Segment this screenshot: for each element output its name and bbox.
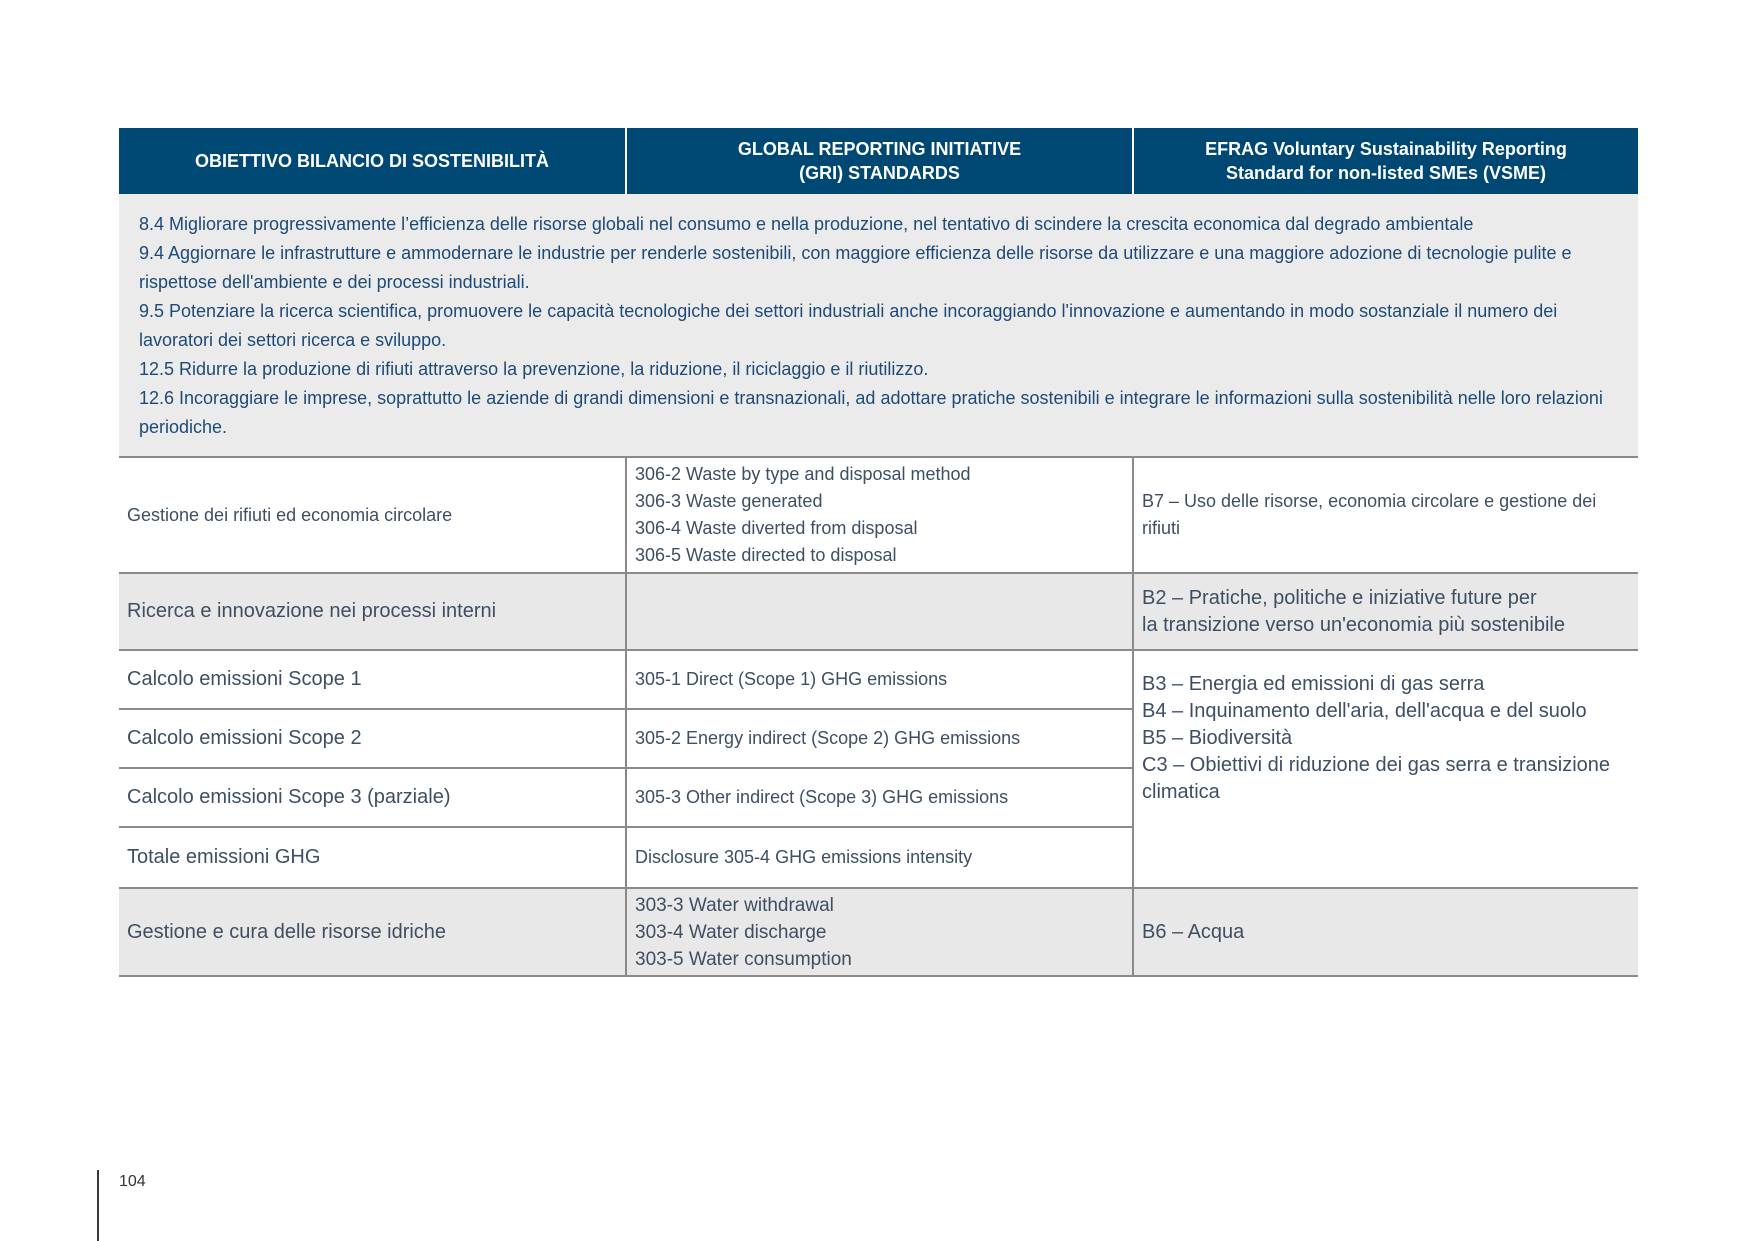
table-row-water <box>119 889 1638 977</box>
objective-cell: Gestione e cura delle risorse idriche <box>127 920 447 943</box>
objective-cell: Totale emissioni GHG <box>127 846 321 868</box>
objective-cell: Calcolo emissioni Scope 3 (parziale) <box>127 786 451 808</box>
objective-cell: Calcolo emissioni Scope 1 <box>127 668 362 690</box>
vsme-cell: B7 – Uso delle risorse, economia circolare e gestione dei rifiuti <box>1132 458 1638 572</box>
header-gri: GLOBAL REPORTING INITIATIVE (GRI) STANDARDS <box>625 128 1132 194</box>
table-row-scope1 <box>119 651 1132 710</box>
header-vsme: EFRAG Voluntary Sustainability Reporting Standard for non-listed SMEs (VSME) <box>1132 128 1638 194</box>
table-row-research <box>119 574 1638 651</box>
vsme-cell: B6 – Acqua <box>1132 889 1638 975</box>
gri-cell: 303-3 Water withdrawal 303-4 Water discharge 303-5 Water consumption <box>625 889 1132 975</box>
goal-item: 12.6 Incoraggiare le imprese, soprattutto le aziende di grandi dimensioni e transnazionali, ad adottare pratiche sostenibili e integrare le informazioni sulla sostenibilità nelle loro relazioni periodiche. <box>139 388 1603 437</box>
vsme-cell: B2 – Pratiche, politiche e iniziative future per la transizione verso un'economia più sostenibile <box>1132 574 1638 649</box>
sustainability-table <box>119 128 1638 977</box>
goal-item: 9.4 Aggiornare le infrastrutture e ammodernare le industrie per renderle sostenibili, con maggiore efficienza delle risorse da utilizzare e una maggiore adozione di tecnologie pulite e rispettose dell'ambiente e dei processi industriali. <box>139 243 1572 292</box>
objective-cell: Ricerca e innovazione nei processi interni <box>127 600 497 622</box>
goal-item: 8.4 Migliorare progressivamente l’efficienza delle risorse globali nel consumo e nella produzione, nel tentativo di scindere la crescita economica dal degrado ambientale <box>139 214 1474 234</box>
sdg-goals-block <box>119 194 1638 458</box>
table-row-total-ghg <box>119 828 1132 887</box>
goal-item: 9.5 Potenziare la ricerca scientifica, promuovere le capacità tecnologiche dei settori industriali anche incoraggiando l'innovazione e aumentando in modo sostanziale il numero dei lavoratori dei settori ricerca e sviluppo. <box>139 301 1558 350</box>
gri-cell: 305-3 Other indirect (Scope 3) GHG emissions <box>625 769 1132 826</box>
goal-item: 12.5 Ridurre la produzione di rifiuti attraverso la prevenzione, la riduzione, il riciclaggio e il riutilizzo. <box>139 359 929 379</box>
table-row-scope2 <box>119 710 1132 769</box>
gri-cell <box>625 574 1132 649</box>
page-number: 104 <box>97 1170 146 1241</box>
gri-cell: 305-1 Direct (Scope 1) GHG emissions <box>625 651 1132 708</box>
gri-cell: 306-2 Waste by type and disposal method 306-3 Waste generated 306-4 Waste diverted from disposal 306-5 Waste directed to disposal <box>625 458 1132 572</box>
objective-cell: Gestione dei rifiuti ed economia circolare <box>127 504 453 525</box>
gri-cell: 305-2 Energy indirect (Scope 2) GHG emissions <box>625 710 1132 767</box>
vsme-cell-emissions: B3 – Energia ed emissioni di gas serra B4 – Inquinamento dell'aria, dell'acqua e del suolo B5 – Biodiversità C3 – Obiettivi di riduzione dei gas serra e transizione climatica <box>1132 651 1638 887</box>
gri-cell: Disclosure 305-4 GHG emissions intensity <box>625 828 1132 887</box>
table-row-waste <box>119 458 1638 574</box>
header-objective: OBIETTIVO BILANCIO DI SOSTENIBILITÀ <box>194 151 549 171</box>
table-row-scope3 <box>119 769 1132 828</box>
objective-cell: Calcolo emissioni Scope 2 <box>127 727 362 749</box>
emissions-group <box>119 651 1638 889</box>
table-header <box>119 128 1638 194</box>
